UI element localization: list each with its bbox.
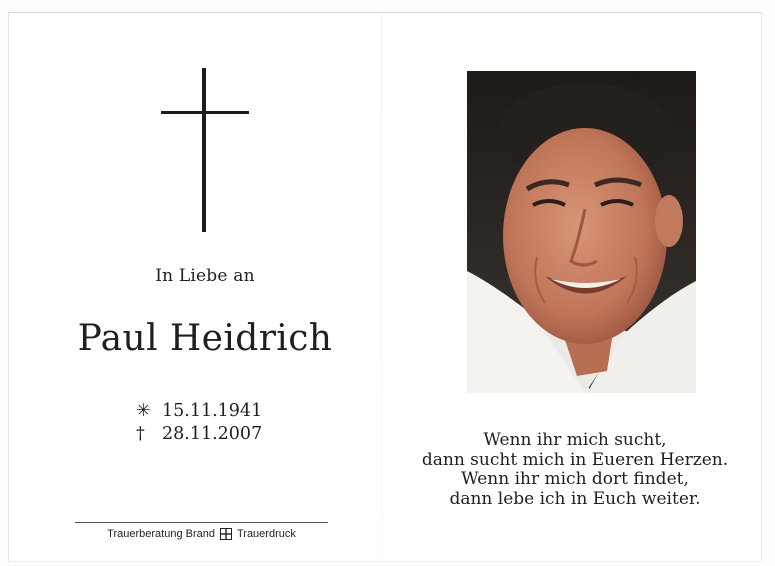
portrait-photo — [467, 71, 696, 393]
printer-logo-icon — [220, 528, 232, 540]
dagger-icon: † — [136, 424, 145, 444]
death-date-row — [136, 424, 262, 444]
memorial-verse — [410, 431, 740, 509]
printer-imprint — [75, 528, 328, 540]
verse-line: Wenn ihr mich dort findet, — [461, 469, 689, 489]
footer-right-text: Trauerdruck — [236, 528, 296, 540]
birth-date: 15.11.1941 — [162, 401, 263, 421]
dedication-text: In Liebe an — [155, 266, 255, 286]
birth-date-row — [136, 401, 262, 421]
verse-line: dann sucht mich in Eueren Herzen. — [421, 449, 729, 470]
asterisk-icon: ✳ — [136, 401, 151, 421]
death-date: 28.11.2007 — [162, 424, 263, 444]
verse-line: dann lebe ich in Euch weiter. — [449, 488, 701, 509]
deceased-name: Paul Heidrich — [77, 318, 333, 359]
cross-icon — [160, 68, 252, 234]
verse-line: Wenn ihr mich sucht, — [483, 430, 667, 450]
footer-left-text: Trauerberatung Brand — [107, 528, 215, 540]
footer-divider — [75, 522, 328, 523]
